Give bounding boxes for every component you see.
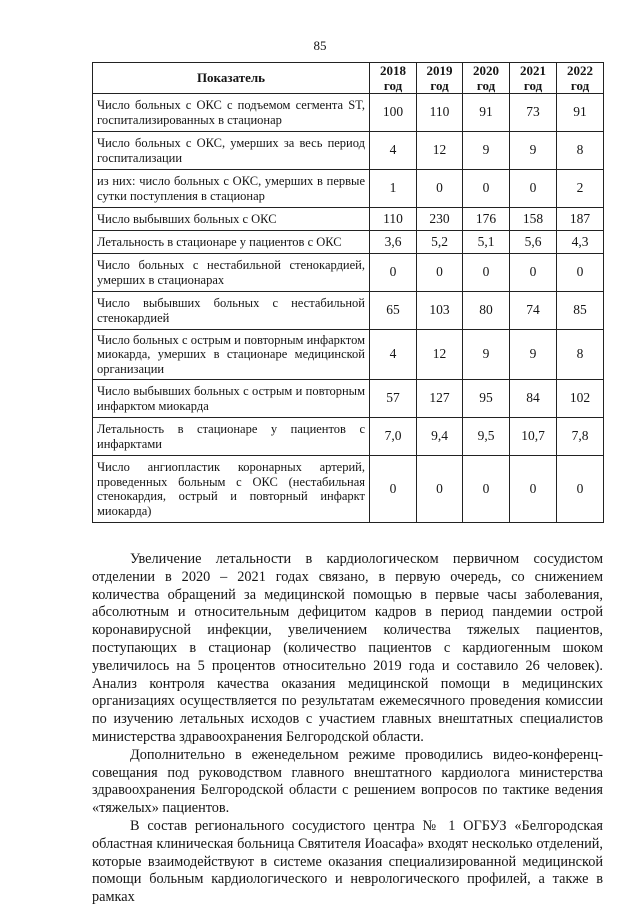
- row-value: 0: [557, 254, 604, 292]
- row-label: Число больных с острым и повторным инфарктом миокарда, умерших в стационаре медицинской организации: [93, 330, 370, 380]
- table-row: [93, 292, 604, 330]
- row-value: 12: [417, 132, 463, 170]
- header-year: 2020 год: [463, 63, 510, 94]
- row-value: 10,7: [510, 418, 557, 456]
- row-value: 0: [417, 456, 463, 523]
- row-value: 110: [370, 208, 417, 231]
- table-row: [93, 94, 604, 132]
- row-value: 7,0: [370, 418, 417, 456]
- row-label: Число больных с ОКС, умерших за весь период госпитализации: [93, 132, 370, 170]
- row-label: Летальность в стационаре у пациентов с ОКС: [93, 231, 370, 254]
- table-row: [93, 330, 604, 380]
- row-value: 176: [463, 208, 510, 231]
- row-value: 4: [370, 330, 417, 380]
- table-row: [93, 170, 604, 208]
- row-label: Число выбывших больных с ОКС: [93, 208, 370, 231]
- row-value: 12: [417, 330, 463, 380]
- row-value: 230: [417, 208, 463, 231]
- row-value: 102: [557, 380, 604, 418]
- row-value: 127: [417, 380, 463, 418]
- row-label: Число больных с нестабильной стенокардией, умерших в стационарах: [93, 254, 370, 292]
- row-value: 3,6: [370, 231, 417, 254]
- row-value: 8: [557, 132, 604, 170]
- table-header-row: [93, 63, 604, 94]
- row-value: 0: [370, 456, 417, 523]
- row-value: 5,2: [417, 231, 463, 254]
- row-value: 5,1: [463, 231, 510, 254]
- row-value: 73: [510, 94, 557, 132]
- paragraph: Дополнительно в еженедельном режиме проводились видео-конференц-совещания под руководством главного внештатного кардиолога министерства здравоохранения Белгородской области с решением вопросов по тактике ведения «тяжелых» пациентов.: [92, 746, 603, 817]
- header-year: 2018 год: [370, 63, 417, 94]
- row-value: 0: [510, 254, 557, 292]
- row-value: 9,4: [417, 418, 463, 456]
- table-row: [93, 418, 604, 456]
- table-row: [93, 132, 604, 170]
- row-value: 187: [557, 208, 604, 231]
- paragraph: В состав регионального сосудистого центра № 1 ОГБУЗ «Белгородская областная клиническая больница Святителя Иоасафа» входят несколько отделений, которые взаимодействуют в системе оказания специализированной медицинской помощи больным кардиологического и неврологического профилей, а также в рамках: [92, 817, 603, 906]
- row-value: 9: [463, 330, 510, 380]
- row-value: 85: [557, 292, 604, 330]
- row-value: 7,8: [557, 418, 604, 456]
- row-value: 158: [510, 208, 557, 231]
- row-value: 95: [463, 380, 510, 418]
- row-value: 1: [370, 170, 417, 208]
- row-value: 100: [370, 94, 417, 132]
- row-label: Число выбывших больных с нестабильной стенокардией: [93, 292, 370, 330]
- row-label: Число ангиопластик коронарных артерий, проведенных больным с ОКС (нестабильная стенокардия, острый и повторный инфаркт миокарда): [93, 456, 370, 523]
- row-label: Число выбывших больных с острым и повторным инфарктом миокарда: [93, 380, 370, 418]
- row-value: 80: [463, 292, 510, 330]
- row-value: 0: [463, 254, 510, 292]
- row-value: 9: [463, 132, 510, 170]
- row-value: 9: [510, 132, 557, 170]
- header-year: 2021 год: [510, 63, 557, 94]
- header-indicator: Показатель: [93, 63, 370, 94]
- row-value: 91: [557, 94, 604, 132]
- row-value: 0: [417, 254, 463, 292]
- row-label: Летальность в стационаре у пациентов с инфарктами: [93, 418, 370, 456]
- table-row: [93, 231, 604, 254]
- row-value: 0: [417, 170, 463, 208]
- row-value: 0: [463, 170, 510, 208]
- row-label: Число больных с ОКС с подъемом сегмента ST, госпитализированных в стационар: [93, 94, 370, 132]
- row-value: 74: [510, 292, 557, 330]
- row-value: 9,5: [463, 418, 510, 456]
- row-value: 9: [510, 330, 557, 380]
- row-value: 0: [557, 456, 604, 523]
- table-row: [93, 380, 604, 418]
- table-row: [93, 254, 604, 292]
- row-value: 0: [370, 254, 417, 292]
- row-value: 8: [557, 330, 604, 380]
- page-number: 85: [313, 38, 327, 53]
- table-row: [93, 208, 604, 231]
- row-value: 0: [463, 456, 510, 523]
- row-value: 103: [417, 292, 463, 330]
- row-value: 4,3: [557, 231, 604, 254]
- row-value: 57: [370, 380, 417, 418]
- row-value: 2: [557, 170, 604, 208]
- body-text: [92, 551, 603, 907]
- statistics-table: [92, 62, 604, 523]
- header-year: 2019 год: [417, 63, 463, 94]
- row-value: 84: [510, 380, 557, 418]
- row-value: 91: [463, 94, 510, 132]
- row-value: 4: [370, 132, 417, 170]
- header-year: 2022 год: [557, 63, 604, 94]
- paragraph: Увеличение летальности в кардиологическом первичном сосудистом отделении в 2020 – 2021 годах связано, в первую очередь, со снижением количества обращений за медицинской помощью в первые часы заболевания, абсолютным и относительным дефицитом кадров в период пандемии острой коронавирусной инфекции, увеличением количества тяжелых пациентов, поступающих в стационар (количество пациентов с кардиогенным шоком увеличилось на 5 процентов относительно 2019 года и составило 26 человек). Анализ контроля качества оказания медицинской помощи в медицинских организациях осуществляется по результатам ежемесячного проведения комиссии по изучению летальных исходов с участием главных внештатных специалистов министерства здравоохранения Белгородской области.: [92, 551, 603, 745]
- table-row: [93, 456, 604, 523]
- row-value: 5,6: [510, 231, 557, 254]
- row-value: 65: [370, 292, 417, 330]
- row-label: из них: число больных с ОКС, умерших в первые сутки поступления в стационар: [93, 170, 370, 208]
- row-value: 0: [510, 170, 557, 208]
- row-value: 0: [510, 456, 557, 523]
- row-value: 110: [417, 94, 463, 132]
